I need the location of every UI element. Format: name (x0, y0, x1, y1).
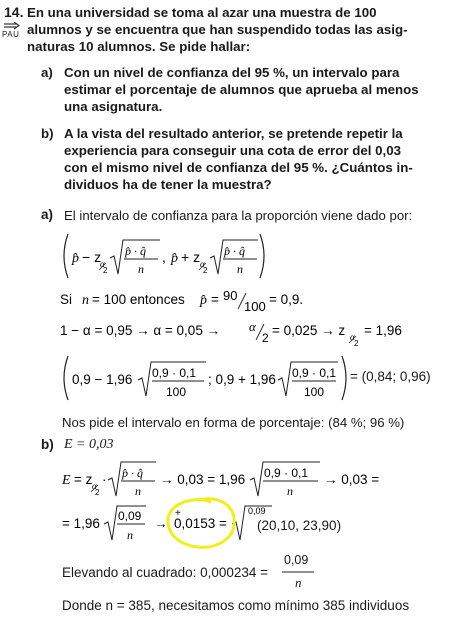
part-b-line-2: experiencia para conseguir una cota de error del 0,03 (64, 143, 401, 158)
svg-text:n: n (135, 484, 141, 498)
solution-b-label: b) (41, 437, 54, 452)
percent-line: Nos pide el intervalo en forma de porcentaje: (84 %; 96 %) (62, 415, 405, 430)
svg-text:α: α (200, 259, 205, 269)
svg-text:α: α (100, 259, 105, 269)
svg-text:2: 2 (262, 331, 269, 345)
svg-text:,: , (162, 249, 166, 265)
svg-text:= 100 entonces: = 100 entonces (92, 292, 185, 307)
svg-text:− z: − z (82, 249, 102, 265)
interval-result: = (0,84; 0,96) (350, 369, 431, 384)
e-line: E = 0,03 (64, 437, 114, 452)
handwritten-note: (20,10, 23,90) (257, 518, 342, 533)
statement-line-1: En una universidad se toma al azar una muestra de 100 (27, 5, 377, 20)
svg-text:0,9 · 0,1: 0,9 · 0,1 (264, 466, 309, 480)
svg-text:; 0,9 + 1,96: ; 0,9 + 1,96 (208, 372, 276, 387)
svg-text:+: + (175, 508, 181, 519)
svg-text:α: α (92, 481, 97, 491)
svg-text:n: n (138, 262, 144, 276)
solution-a-label: a) (41, 207, 54, 222)
svg-text:p̂: p̂ (72, 251, 79, 266)
square-frac-den: n (295, 575, 302, 590)
part-a-line-2: estimar el porcentaje de alumnos que aprueba al menos (64, 82, 419, 97)
interval-formula (58, 230, 268, 282)
svg-text:90: 90 (223, 288, 238, 303)
svg-text:0,9 · 0,1: 0,9 · 0,1 (152, 366, 197, 380)
svg-text:+ z: + z (181, 249, 201, 265)
part-b-line-4: dividuos ha de tener la muestra? (64, 177, 272, 192)
svg-text:α: α (350, 332, 355, 342)
svg-text:= 1,96: = 1,96 (364, 323, 402, 338)
svg-text:n: n (237, 262, 243, 276)
statement-line-3: naturas 10 alumnos. Se pide hallar: (27, 39, 251, 54)
svg-text:100: 100 (166, 385, 187, 399)
svg-text:p̂ · q̂: p̂ · q̂ (125, 244, 146, 258)
statement-line-2: alumnos y se encuentra que han suspendido todas las asig- (27, 22, 408, 37)
si-line (60, 287, 320, 317)
solution-a-intro: El intervalo de confianza para la proporción viene dado por: (64, 208, 413, 223)
svg-text:100: 100 (244, 299, 266, 314)
part-b-line-3: con el mismo nivel de confianza del 95 %. ¿Cuántos in- (64, 160, 413, 175)
pau-arrow-icon (3, 22, 21, 30)
svg-text:→ 0,03 = 1,96: → 0,03 = 1,96 (160, 472, 246, 487)
svg-text:0,9 · 0,1: 0,9 · 0,1 (292, 366, 337, 380)
svg-text:n: n (127, 528, 133, 542)
svg-text:100: 100 (304, 385, 325, 399)
svg-text:2: 2 (103, 266, 108, 275)
svg-text:p̂: p̂ (171, 251, 178, 266)
part-b-label: b) (41, 126, 54, 141)
part-b-line-1: A la vista del resultado anterior, se pretende repetir la (64, 126, 403, 141)
svg-text:p̂ · q̂: p̂ · q̂ (122, 466, 143, 480)
svg-text:0,9 − 1,96: 0,9 − 1,96 (72, 372, 133, 387)
problem-number: 14. (4, 4, 24, 20)
svg-text:n: n (82, 293, 89, 308)
svg-text:0,09: 0,09 (248, 506, 266, 516)
svg-text:Si: Si (60, 292, 73, 307)
svg-text:p̂ · q̂: p̂ · q̂ (224, 244, 245, 258)
svg-text:2: 2 (203, 266, 208, 275)
svg-text:n: n (287, 484, 293, 498)
svg-text:E: E (62, 473, 71, 488)
part-a-line-1: Con un nivel de confianza del 95 %, un intervalo para (64, 65, 400, 80)
svg-text:→: → (154, 516, 168, 531)
svg-text:α: α (249, 319, 256, 334)
svg-text:→ 0,03 =: → 0,03 = (324, 472, 380, 487)
svg-text:=: = (211, 292, 219, 307)
svg-text:2: 2 (95, 488, 100, 497)
svg-text:p̂: p̂ (200, 293, 207, 308)
svg-text:= 0,9.: = 0,9. (269, 292, 304, 307)
final-line: Donde n = 385, necesitamos como mínimo 385 individuos (62, 598, 410, 613)
svg-text:·: · (102, 472, 107, 487)
svg-text:= 0,025 → z: = 0,025 → z (272, 323, 346, 338)
part-a-label: a) (41, 65, 53, 80)
highlight-circle (164, 495, 238, 551)
square-line-label: Elevando al cuadrado: 0,000234 = (62, 565, 269, 580)
svg-text:= z: = z (74, 472, 93, 487)
svg-text:= 1,96: = 1,96 (62, 516, 100, 531)
square-frac-num: 0,09 (284, 553, 309, 567)
svg-text:0,0153 =: 0,0153 = (174, 516, 227, 531)
svg-text:0,09: 0,09 (118, 509, 142, 523)
pau-label: PAU (2, 30, 20, 39)
alpha-line (60, 318, 420, 348)
svg-text:1 − α = 0,95 → α = 0,05 →: 1 − α = 0,95 → α = 0,05 → (60, 323, 221, 338)
part-a-line-3: una asignatura. (64, 99, 163, 114)
svg-text:2: 2 (354, 339, 359, 348)
